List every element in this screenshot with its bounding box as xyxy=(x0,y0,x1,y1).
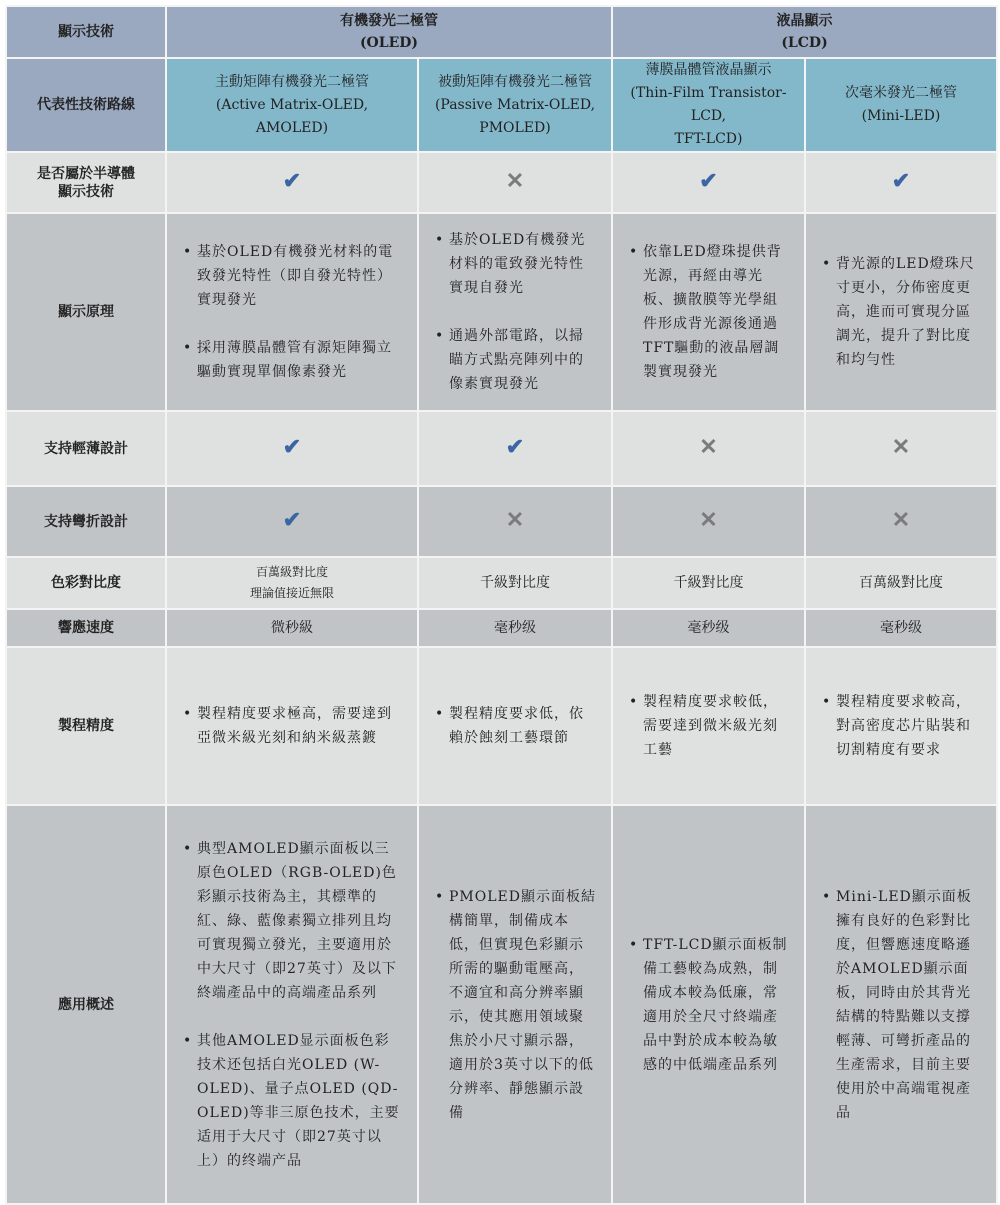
precision-mini-led: • 製程精度要求較高，對高密度芯片貼裝和切割精度有要求 xyxy=(836,690,982,762)
header-oled: 有機發光二極管 (OLED) xyxy=(166,6,612,58)
mark-cell xyxy=(612,411,805,486)
precision-tft-lcd: • 製程精度要求較低，需要達到微米級光刻工藝 xyxy=(643,690,790,762)
header-row-routes xyxy=(6,58,997,152)
list-cell xyxy=(612,213,805,411)
bullet-list xyxy=(419,228,611,396)
bullet-list xyxy=(613,240,804,384)
check-icon: ✔ xyxy=(891,168,911,194)
bullet-list xyxy=(167,240,417,384)
check-icon: ✔ xyxy=(699,168,718,194)
bullet-item: • 典型AMOLED顯示面板以三原色OLED（RGB-OLED)色彩顯示技術為主，其標準的紅、綠、藍像素獨立排列且均可實現獨立發光，主要適用於中大尺寸（即27英寸）及以下終端產品中的高端產品系列 xyxy=(197,837,403,1005)
contrast-mini-led: 百萬級對比度 xyxy=(805,557,997,609)
mark-cell xyxy=(805,152,997,213)
row-bendable-design xyxy=(6,486,997,557)
mark-cell xyxy=(805,486,997,557)
row-process-precision xyxy=(6,647,997,805)
header-display-technology: 顯示技術 xyxy=(6,6,166,58)
bullet-item: • 背光源的LED燈珠尺寸更小，分佈密度更高，進而可實現分區調光，提升了對比度和均勻性 xyxy=(836,252,982,372)
bullet-item: • 基於OLED有機發光材料的電致發光特性實現自發光 xyxy=(449,228,597,300)
cross-icon: ✕ xyxy=(699,434,718,460)
route-pmoled: 被動矩陣有機發光二極管 (Passive Matrix-OLED, PMOLED) xyxy=(418,58,612,152)
list-cell xyxy=(418,213,612,411)
bullet-item: • 通過外部電路，以掃瞄方式點亮陣列中的像素實現發光 xyxy=(449,324,597,396)
precision-amoled: • 製程精度要求極高，需要達到亞微米級光刻和納米級蒸鍍 xyxy=(197,702,403,750)
mark-cell xyxy=(612,152,805,213)
route-mini-led: 次毫米發光二極管 (Mini-LED) xyxy=(805,58,997,152)
header-lcd: 液晶顯示 (LCD) xyxy=(612,6,997,58)
mark-cell xyxy=(418,411,612,486)
row-label: 色彩對比度 xyxy=(6,557,166,609)
check-icon: ✔ xyxy=(282,168,302,194)
bullet-item: • 依靠LED燈珠提供背光源，再經由導光板、擴散膜等光學組件形成背光源後通過TFT驅動的液晶層調製實現發光 xyxy=(643,240,790,384)
mark-cell xyxy=(612,486,805,557)
bullet-item: • 其他AMOLED显示面板色彩技术还包括白光OLED (W-OLED)、量子点OLED (QD-OLED)等非三原色技术，主要适用于大尺寸（即27英寸以上）的终端产品 xyxy=(197,1029,403,1173)
row-label: 製程精度 xyxy=(6,647,166,805)
bullet-list xyxy=(613,933,804,1077)
row-semiconductor xyxy=(6,152,997,213)
cross-icon: ✕ xyxy=(505,507,525,533)
mark-cell xyxy=(805,411,997,486)
bullet-list xyxy=(806,885,996,1125)
row-display-principle xyxy=(6,213,997,411)
response-mini-led: 毫秒级 xyxy=(805,609,997,647)
contrast-tft-lcd: 千級對比度 xyxy=(612,557,805,609)
contrast-amoled: 百萬級對比度 理論值接近無限 xyxy=(166,557,418,609)
route-tft-lcd: 薄膜晶體管液晶顯示 (Thin-Film Transistor-LCD, TFT-LCD) xyxy=(612,58,805,152)
check-icon: ✔ xyxy=(282,507,302,533)
response-pmoled: 毫秒级 xyxy=(418,609,612,647)
response-amoled: 微秒級 xyxy=(166,609,418,647)
check-icon: ✔ xyxy=(282,434,302,460)
row-label: 響應速度 xyxy=(6,609,166,647)
list-cell xyxy=(418,805,612,1204)
row-application-overview xyxy=(6,805,997,1204)
precision-pmoled: • 製程精度要求低，依賴於蝕刻工藝環節 xyxy=(449,702,597,750)
bullet-list xyxy=(806,252,996,372)
list-cell xyxy=(166,805,418,1204)
mark-cell xyxy=(418,486,612,557)
mark-cell xyxy=(166,152,418,213)
mark-cell xyxy=(166,486,418,557)
row-color-contrast xyxy=(6,557,997,609)
row-label: 顯示原理 xyxy=(6,213,166,411)
bullet-item: • PMOLED顯示面板結構簡單，制備成本低，但實現色彩顯示所需的驅動電壓高，不適宜和高分辨率顯示，使其應用領域聚焦於小尺寸顯示器，適用於3英寸以下的低分辨率、靜態顯示設備 xyxy=(449,885,597,1125)
list-cell xyxy=(805,805,997,1204)
row-label: 支持輕薄設計 xyxy=(6,411,166,486)
bullet-list xyxy=(167,837,417,1173)
bullet-item: • TFT-LCD顯示面板制備工藝較為成熟，制備成本較為低廉，常適用於全尺寸終端產品中對於成本較為敏感的中低端產品系列 xyxy=(643,933,790,1077)
row-thin-design xyxy=(6,411,997,486)
list-cell xyxy=(612,805,805,1204)
bullet-item: • 採用薄膜晶體管有源矩陣獨立驅動實現單個像素發光 xyxy=(197,336,403,384)
cross-icon: ✕ xyxy=(699,507,718,533)
check-icon: ✔ xyxy=(505,434,525,460)
mark-cell xyxy=(166,411,418,486)
mark-cell xyxy=(418,152,612,213)
list-cell xyxy=(166,213,418,411)
response-tft-lcd: 毫秒级 xyxy=(612,609,805,647)
row-label: 應用概述 xyxy=(6,805,166,1204)
header-row-technology xyxy=(6,6,997,58)
row-label: 支持彎折設計 xyxy=(6,486,166,557)
header-representative-routes: 代表性技術路線 xyxy=(6,58,166,152)
cross-icon: ✕ xyxy=(891,434,911,460)
route-amoled: 主動矩陣有機發光二極管 (Active Matrix-OLED, AMOLED) xyxy=(166,58,418,152)
cross-icon: ✕ xyxy=(505,168,525,194)
bullet-list xyxy=(419,885,611,1125)
bullet-item: • Mini-LED顯示面板擁有良好的色彩對比度，但響應速度略遜於AMOLED顯示面板，同時由於其背光結構的特點難以支撐輕薄、可彎折產品的生產需求，目前主要使用於中高端電視產品 xyxy=(836,885,982,1125)
cross-icon: ✕ xyxy=(891,507,911,533)
row-label: 是否屬於半導體 顯示技術 xyxy=(6,152,166,213)
contrast-pmoled: 千級對比度 xyxy=(418,557,612,609)
list-cell xyxy=(805,213,997,411)
display-technology-comparison-table xyxy=(5,5,998,1205)
bullet-item: • 基於OLED有機發光材料的電致發光特性（即自發光特性）實現發光 xyxy=(197,240,403,312)
row-response-speed xyxy=(6,609,997,647)
